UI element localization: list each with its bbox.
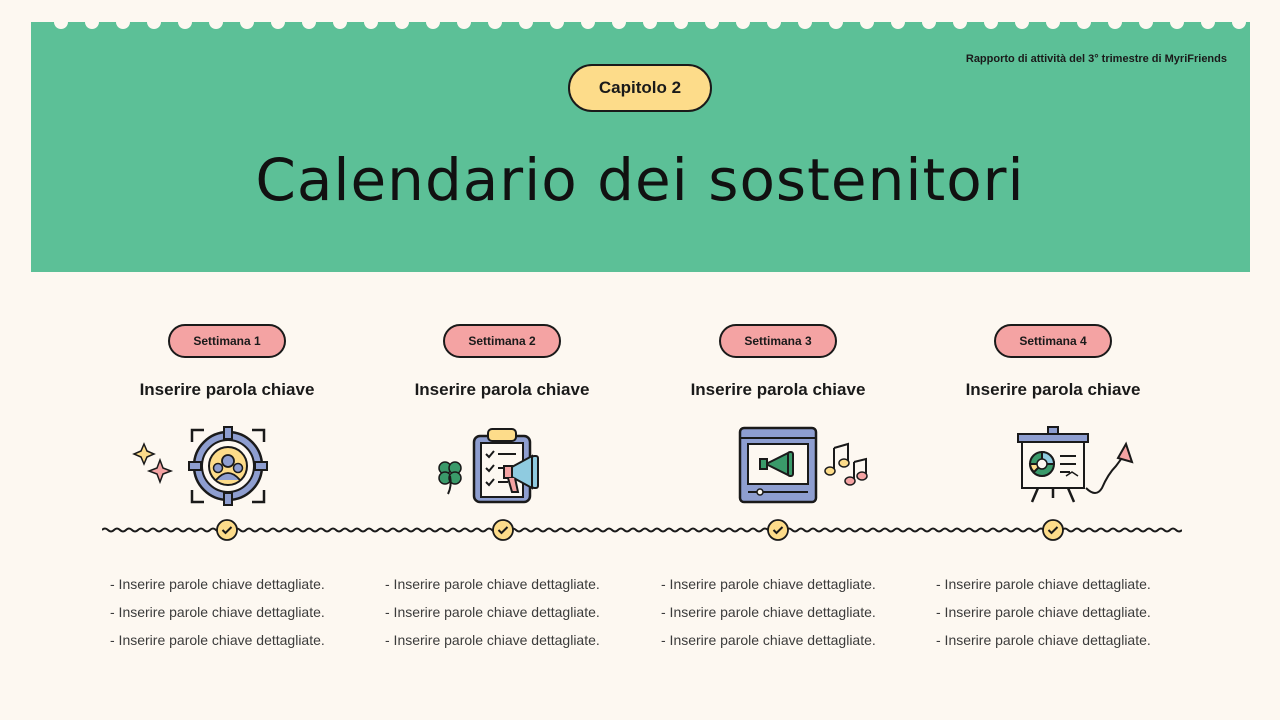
week-badge: Settimana 4: [994, 324, 1112, 358]
report-label: Rapporto di attività del 3° trimestre di MyriFriends: [965, 53, 1227, 65]
scallop-dot: [147, 15, 161, 29]
check-icon: [492, 519, 514, 541]
scallop-dot: [891, 15, 905, 29]
scallop-dot: [829, 15, 843, 29]
scallop-dot: [984, 15, 998, 29]
week-badge: Settimana 2: [443, 324, 561, 358]
scallop-dot: [1015, 15, 1029, 29]
scallop-dot: [1077, 15, 1091, 29]
week-badge: Settimana 1: [168, 324, 286, 358]
scallop-dot: [1046, 15, 1060, 29]
target-group-icon: [130, 424, 290, 506]
detail-item: - Inserire parole chiave dettagliate.: [110, 604, 325, 620]
scallop-dot: [674, 15, 688, 29]
scallop-dot: [395, 15, 409, 29]
scallop-edge: [31, 14, 1250, 34]
week-details-4: [936, 570, 1196, 654]
detail-item: - Inserire parole chiave dettagliate.: [110, 576, 325, 592]
check-icon: [767, 519, 789, 541]
week-column-4: [923, 324, 1183, 400]
scallop-dot: [85, 15, 99, 29]
week-keyword: Inserire parola chiave: [965, 380, 1141, 399]
scallop-dot: [488, 15, 502, 29]
scallop-dot: [705, 15, 719, 29]
detail-item: - Inserire parole chiave dettagliate.: [936, 632, 1151, 648]
check-icon: [1042, 519, 1064, 541]
scallop-dot: [953, 15, 967, 29]
week-keyword: Inserire parola chiave: [690, 380, 866, 399]
chapter-badge: Capitolo 2: [568, 64, 712, 112]
scallop-dot: [519, 15, 533, 29]
scallop-dot: [271, 15, 285, 29]
scallop-dot: [581, 15, 595, 29]
scallop-dot: [333, 15, 347, 29]
detail-item: - Inserire parole chiave dettagliate.: [385, 632, 600, 648]
scallop-dot: [1232, 15, 1246, 29]
week-details-2: [385, 570, 645, 654]
timeline-wave: [102, 518, 1182, 542]
scallop-dot: [1108, 15, 1122, 29]
scallop-dot: [426, 15, 440, 29]
week-column-1: [97, 324, 357, 400]
detail-item: - Inserire parole chiave dettagliate.: [936, 604, 1151, 620]
week-column-3: [648, 324, 908, 400]
page-title: Calendario dei sostenitori: [255, 146, 1025, 214]
scallop-dot: [364, 15, 378, 29]
week-column-2: [372, 324, 632, 400]
scallop-dot: [1170, 15, 1184, 29]
detail-item: - Inserire parole chiave dettagliate.: [385, 576, 600, 592]
scallop-dot: [178, 15, 192, 29]
scallop-dot: [1201, 15, 1215, 29]
scallop-dot: [116, 15, 130, 29]
scallop-dot: [643, 15, 657, 29]
detail-item: - Inserire parole chiave dettagliate.: [110, 632, 325, 648]
week-keyword: Inserire parola chiave: [139, 380, 315, 399]
detail-item: - Inserire parole chiave dettagliate.: [936, 576, 1151, 592]
scallop-dot: [736, 15, 750, 29]
detail-item: - Inserire parole chiave dettagliate.: [385, 604, 600, 620]
detail-item: - Inserire parole chiave dettagliate.: [661, 576, 876, 592]
week-details-1: [110, 570, 370, 654]
week-keyword: Inserire parola chiave: [414, 380, 590, 399]
presentation-board-icon: [1008, 424, 1168, 506]
scallop-dot: [550, 15, 564, 29]
detail-item: - Inserire parole chiave dettagliate.: [661, 604, 876, 620]
scallop-dot: [612, 15, 626, 29]
scallop-dot: [457, 15, 471, 29]
detail-item: - Inserire parole chiave dettagliate.: [661, 632, 876, 648]
scallop-dot: [798, 15, 812, 29]
scallop-dot: [54, 15, 68, 29]
clipboard-megaphone-icon: [424, 424, 584, 506]
scallop-dot: [1139, 15, 1153, 29]
scallop-dot: [240, 15, 254, 29]
scallop-dot: [209, 15, 223, 29]
week-badge: Settimana 3: [719, 324, 837, 358]
scallop-dot: [860, 15, 874, 29]
scallop-dot: [767, 15, 781, 29]
check-icon: [216, 519, 238, 541]
video-megaphone-icon: [730, 424, 890, 506]
scallop-dot: [302, 15, 316, 29]
scallop-dot: [922, 15, 936, 29]
week-details-3: [661, 570, 921, 654]
